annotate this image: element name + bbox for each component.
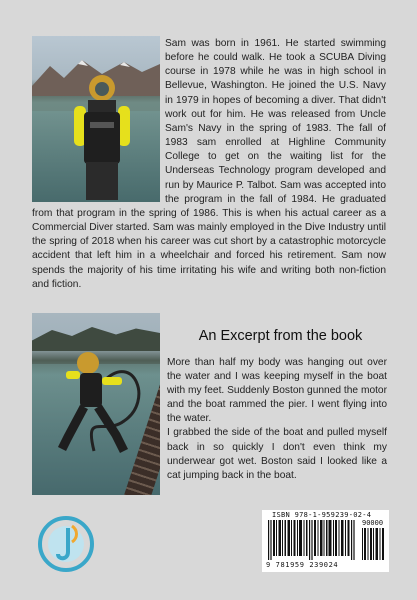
barcode-bars	[268, 520, 358, 560]
excerpt-heading: An Excerpt from the book	[198, 328, 363, 344]
author-bio-text: Sam was born in 1961. He started swimming before he could walk. He took a SCUBA Diving course in 1978 while he was in high school in Bellevue, Washington. He joined the U.S. Navy in 1979 in hopes of becoming a diver. That didn't work out for him. He was released from Uncle Sam's Navy in the spring of 1983. The fall of 1983 sam enrolled at Highline Community College to get on the waiting list for the Underseas Technology program developed and run by Maurice P. Talbot. Sam was accepted into the program in the fall of 1984. He graduated from that program in the spring of 1986. This is when his actual career as a Commercial Diver started. Sam was mainly employed in the Dive Industry until the spring of 2018 when his career was cut short by a catastrophic motorcycle accident that left him in a wheelchair and forced his retirement. Sam now spends the majority of his time irritating his wife and writing both non-fiction and fiction.	[32, 38, 386, 290]
author-bio	[32, 37, 386, 317]
diver-photo-bottom	[32, 313, 160, 495]
publisher-logo	[34, 510, 98, 574]
photo-wrap-spacer	[32, 37, 165, 205]
ean-digits: 9 781959 239024	[266, 561, 339, 569]
isbn-barcode	[262, 510, 389, 572]
barcode-addon-number: 90000	[362, 519, 384, 527]
addon-bars	[362, 528, 384, 560]
excerpt-paragraph-2: I grabbed the side of the boat and pulled myself back in so quickly I don't even think my underwear got wet. Boston said I looked like a cat jumping back in the boat.	[167, 427, 387, 481]
excerpt-paragraph-1: More than half my body was hanging out over the water and I was keeping myself in the boat with my feet. Suddenly Boston gunned the motor and the boat rammed the pier. I went flying into the water.	[167, 357, 387, 425]
diver-figure-2	[44, 341, 154, 481]
excerpt-body	[167, 356, 387, 483]
isbn-label: ISBN 978-1-959239-02-4	[272, 511, 372, 519]
